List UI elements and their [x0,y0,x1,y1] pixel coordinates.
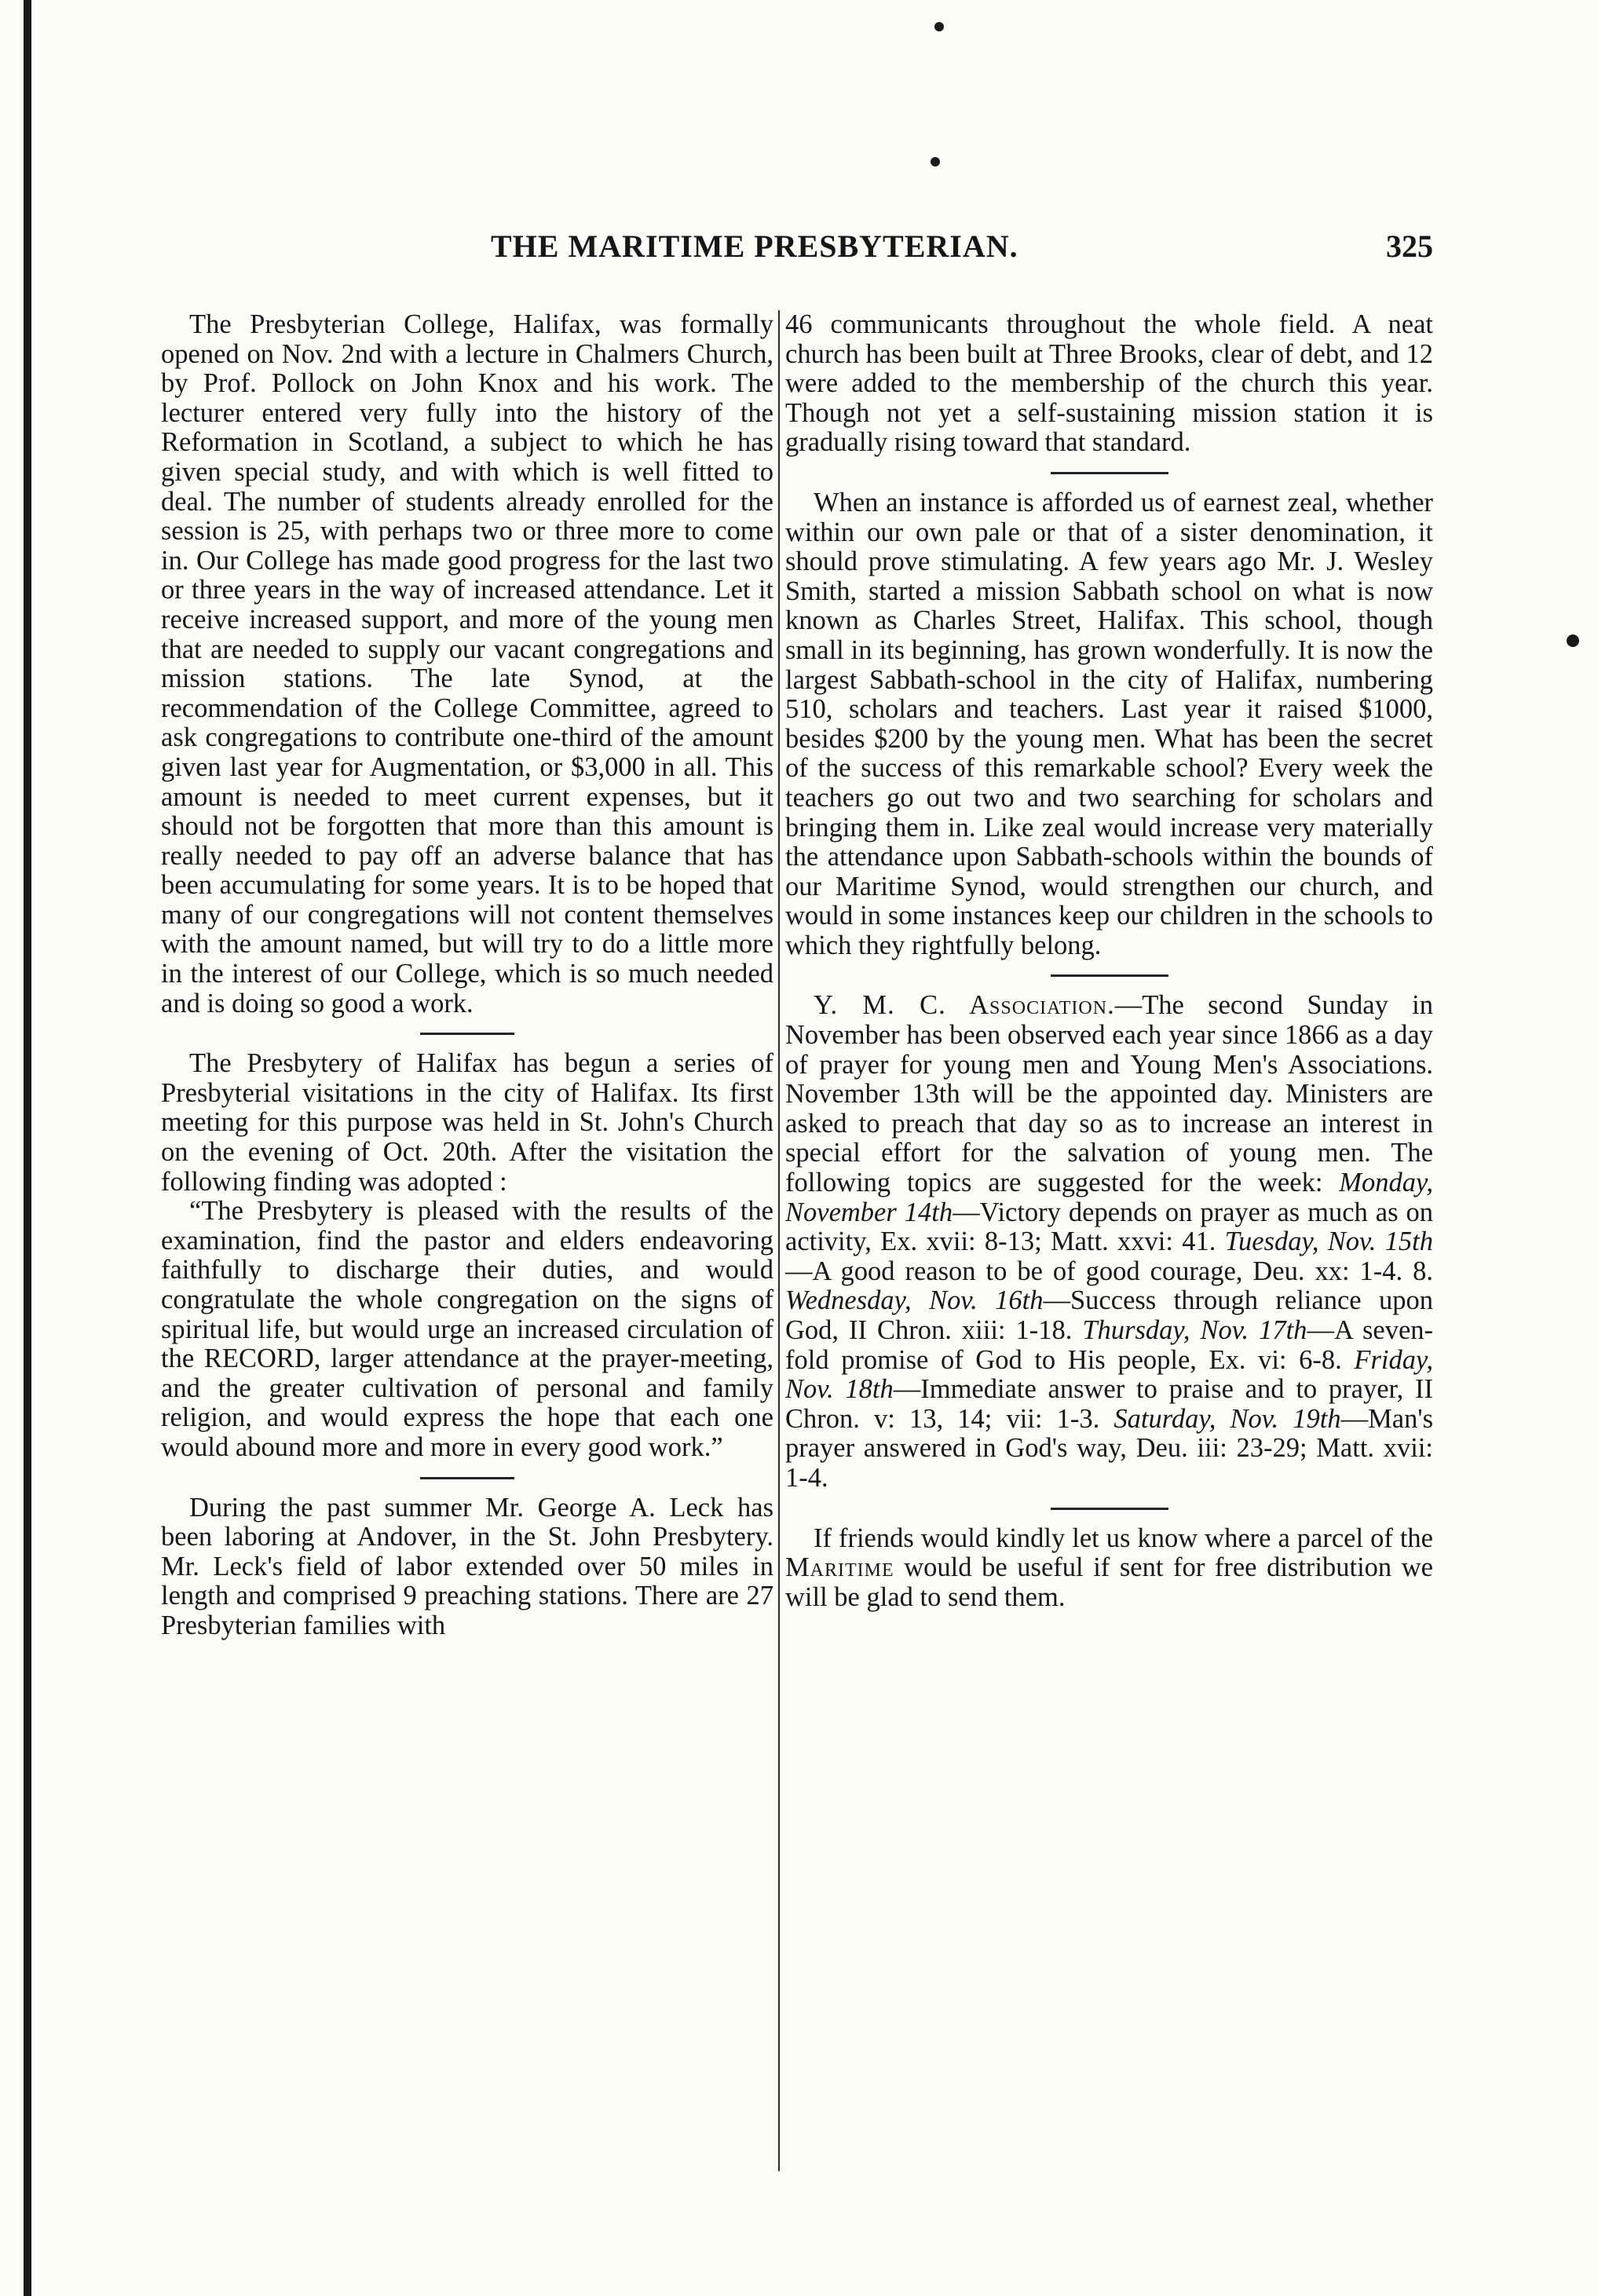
presbytery-paragraph: The Presbytery of Halifax has begun a series of Presbyterial visitations in the city of Halifax. Its first meeting for this purpose was held in St. John's Church on the evening of Oct. 20th. After the visitation the following finding was adopted : [161,1048,773,1197]
prayer-day-label: Tuesday, Nov. 15th [1224,1227,1434,1257]
section-rule [420,1477,514,1479]
distribution-text-end: would be useful if sent for free distribution we will be glad to send them. [785,1552,1433,1612]
prayer-day-label: Friday, Nov. 18th [785,1344,1433,1405]
leck-continued-paragraph: 46 communicants throughout the whole field. A neat church has been built at Three Brooks, clear of debt, and 12 were added to the membership of the church this year. Though not yet a self-sustaining mission station it is gradually rising toward that standard. [785,309,1433,458]
ink-spot [931,157,940,166]
ink-spot [1567,634,1579,647]
page-binding-edge [24,0,31,2296]
prayer-day-label: Wednesday, Nov. 16th [785,1285,1044,1316]
prayer-day-text: —A seven-fold promise of God to His people, Ex. vi: 6-8. [785,1315,1433,1375]
ink-spot [934,22,944,31]
ymca-paragraph [785,991,1433,1493]
prayer-day-label: Monday, November 14th [785,1168,1434,1227]
running-title: THE MARITIME PRESBYTERIAN. [491,229,1018,264]
prayer-day-text: —Victory depends on prayer as much as on activity, Ex. xvii: 8-13; Matt. xxvi: 41. [785,1197,1433,1257]
section-rule [1051,472,1168,474]
leck-paragraph: During the past summer Mr. George A. Leck has been laboring at Andover, in the St. John Presbytery. Mr. Leck's field of labor extended over 50 miles in length and comprised 9 preaching stations. There are 27 Presbyterian families with [161,1492,773,1640]
prayer-day-text: —Success through reliance upon God, II Chron. xiii: 1-18. [785,1285,1433,1345]
prayer-day-label: Thursday, Nov. 17th [1082,1315,1307,1345]
prayer-day-text: —Immediate answer to praise and to prayer, II Chron. v: 13, 14; vii: 1-3. [785,1374,1434,1434]
distribution-paragraph [785,1524,1433,1613]
college-paragraph: The Presbyterian College, Halifax, was formally opened on Nov. 2nd with a lecture in Chalmers Church, by Prof. Pollock on John Knox and his work. The lecturer entered very fully into the history of the Reformation in Scotland, a subject to which he has given special study, and with which is well fitted to deal. The number of students already enrolled for the session is 25, with perhaps two or three more to come in. Our College has made good progress for the last two or three years in the way of increased attendance. Let it receive increased support, and more of the young men that are needed to supply our vacant congregations and mission stations. The late Synod, at the recommendation of the College Committee, agreed to ask congregations to contribute one-third of the amount given last year for Augmentation, or $3,000 in all. This amount is needed to meet current expenses, but it should not be forgotten that more than this amount is really needed to pay off an adverse balance that has been accumulating for some years. It is to be hoped that many of our congregations will not content themselves with the amount named, but will try to do a little more in the interest of our College, which is so much needed and is doing so good a work. [161,309,773,1018]
mission-school-paragraph: When an instance is afforded us of earnest zeal, whether within our own pale or that of a sister denomination, it should prove stimulating. A few years ago Mr. J. Wesley Smith, started a mission Sabbath school on what is now known as Charles Street, Halifax. This school, though small in its beginning, has grown wonderfully. It is now the largest Sabbath-school in the city of Halifax, numbering 510, scholars and teachers. Last year it raised $1000, besides $200 by the young men. What has been the secret of the success of this remarkable school? Every week the teachers go out two and two searching for scholars and bringing them in. Like zeal would increase very materially the attendance upon Sabbath-schools within the bounds of our Maritime Synod, would strengthen our church, and would in some instances keep our children in the schools to which they rightfully belong. [785,487,1433,960]
prayer-day-text: —Man's prayer answered in God's way, Deu. iii: 23-29; Matt. xvii: 1-4. [785,1403,1434,1493]
section-rule [420,1033,514,1035]
prayer-day-text: —A good reason to be of good courage, Deu. xx: 1-4. 8. [785,1256,1433,1286]
ymca-heading: Y. M. C. Association. [814,990,1115,1021]
maritime-name: Maritime [785,1552,894,1583]
ymca-intro: —The second Sunday in November has been observed each year since 1866 as a day of prayer for young men and Young Men's Associations. November 13th will be the appointed day. Ministers are asked to preach that day so as to increase an interest in special effort for the salvation of young men. The following topics are suggested for the week: [785,990,1433,1198]
section-rule [1051,1508,1168,1510]
section-rule [1051,974,1168,977]
presbytery-finding-quote: “The Presbytery is pleased with the results of the examination, find the pastor and elders endeavoring faithfully to discharge their duties, and would congratulate the whole congregation on the signs of spiritual life, but would urge an increased circulation of the RECORD, larger attendance at the prayer-meeting, and the greater cultivation of personal and family religion, and would express the hope that each one would abound more and more in every good work.” [161,1196,773,1462]
distribution-text-start: If friends would kindly let us know where a parcel of the [814,1523,1433,1553]
prayer-day-label: Saturday, Nov. 19th [1113,1403,1341,1434]
page-header [161,228,1433,267]
page-number: 325 [1386,229,1433,264]
left-column [161,310,773,1641]
column-divider [778,310,780,2171]
right-column [785,310,1433,1612]
